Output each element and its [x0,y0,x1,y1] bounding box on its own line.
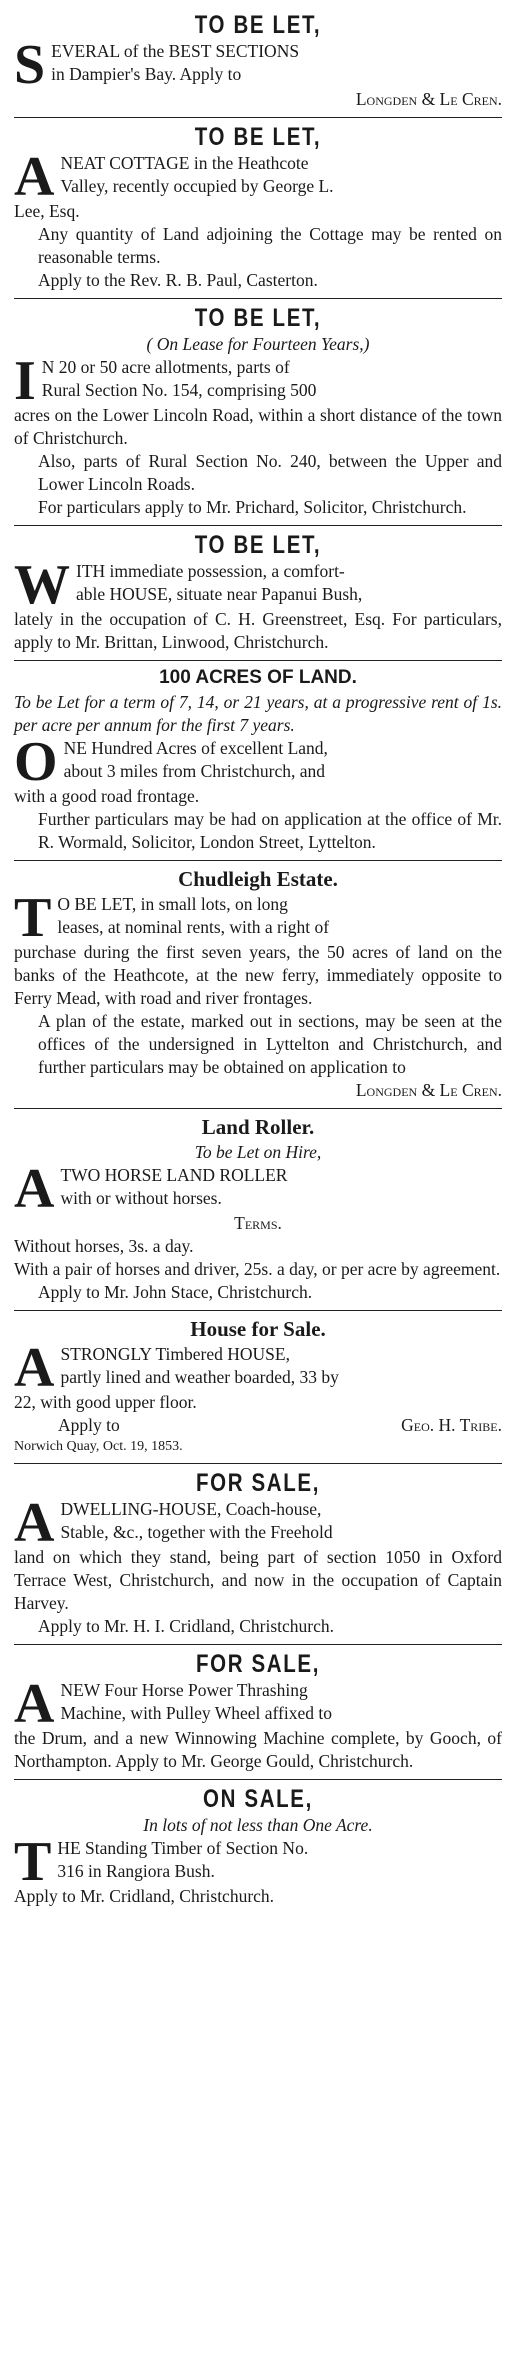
ad-line: in Dampier's Bay. Apply to [51,64,242,84]
ad-paragraph: Apply to Mr. John Stace, Christchurch. [38,1282,313,1302]
ad-subtitle: In lots of not less than One Acre. [143,1815,373,1835]
ad-paragraph: Apply to the Rev. R. B. Paul, Casterton. [38,270,318,290]
ad-line: HE Standing Timber of Section No. [57,1838,309,1858]
ad-line: with or without horses. [60,1188,222,1208]
ad-paragraph: Further particulars may be had on application at the office of Mr. R. Wormald, Solicitor, London Street, Lyttelton. [38,809,502,852]
drop-cap: O [14,731,58,793]
ad-heading: TO BE LET, [194,123,322,151]
drop-cap: T [14,1831,52,1893]
ad-subtitle: ( On Lease for Fourteen Years,) [146,334,370,354]
ad-paragraph: Also, parts of Rural Section No. 240, between the Upper and Lower Lincoln Roads. [38,451,502,494]
drop-cap: S [14,34,46,96]
ad-line: 22, with good upper floor. [14,1392,197,1412]
ad-heading: 100 ACRES OF LAND. [159,667,357,688]
ad-heading: Chudleigh Estate. [178,867,338,891]
ad-line: ITH immediate possession, a comfort- [76,561,345,581]
ad-paragraph: Apply to Mr. H. I. Cridland, Christchurch. [38,1616,335,1636]
ad-signature: Longden & Le Cren. [355,1080,502,1100]
ad-heading: TO BE LET, [194,11,322,39]
drop-cap: A [14,1673,55,1735]
drop-cap: A [14,146,55,208]
drop-cap: I [14,350,36,412]
ad-line: Lee, Esq. [14,201,80,221]
ad-line: the Drum, and a new Winnowing Machine complete, by Gooch, of Northampton. Apply to Mr. George Gould, Christchurch. [14,1728,502,1771]
drop-cap: A [14,1337,55,1399]
ad-line: leases, at nominal rents, with a right of [57,917,330,937]
ad-line: STRONGLY Timbered HOUSE, [60,1344,290,1364]
ad-line: able HOUSE, situate near Papanui Bush, [76,584,363,604]
ad-line: acres on the Lower Lincoln Road, within a short distance of the town of Christchurch. [14,405,502,448]
ad-line: NEW Four Horse Power Thrashing [60,1680,308,1700]
ad-line: O BE LET, in small lots, on long [57,894,288,914]
ad-line: partly lined and weather boarded, 33 by [60,1367,339,1387]
ad-line: TWO HORSE LAND ROLLER [60,1165,288,1185]
ad-line: Rural Section No. 154, comprising 500 [41,380,317,400]
ad-line: DWELLING-HOUSE, Coach-house, [60,1499,322,1519]
ad-paragraph: For particulars apply to Mr. Prichard, Solicitor, Christchurch. [38,497,467,517]
ad-line: with a good road frontage. [14,786,200,806]
ad-line: N 20 or 50 acre allotments, parts of [41,357,290,377]
ad-heading: TO BE LET, [194,531,322,559]
ad-to-let-house [14,526,502,661]
ad-signature: Geo. H. Tribe. [401,1415,502,1435]
ad-line: EVERAL of the BEST SECTIONS [51,41,300,61]
ad-line: NE Hundred Acres of excellent Land, [63,738,328,758]
terms-label: Terms. [234,1213,282,1233]
ad-100-acres [14,661,502,861]
ad-heading: ON SALE, [203,1785,313,1813]
drop-cap: A [14,1158,55,1220]
ad-dateline: Norwich Quay, Oct. 19, 1853. [14,1439,183,1454]
ad-subtitle: To be Let on Hire, [194,1142,322,1162]
ad-to-let-sections [14,6,502,118]
ad-line: NEAT COTTAGE in the Heathcote [60,153,309,173]
ad-line: Valley, recently occupied by George L. [60,176,334,196]
ad-house-for-sale [14,1311,502,1464]
ad-to-let-lease [14,299,502,526]
advertisement-column [14,0,502,1914]
ad-for-sale-machine [14,1645,502,1780]
drop-cap: A [14,1492,55,1554]
ad-line: Apply to Mr. Cridland, Christchurch. [14,1886,275,1906]
ad-line: Machine, with Pulley Wheel affixed to [60,1703,332,1723]
drop-cap: T [14,887,52,949]
ad-paragraph: A plan of the estate, marked out in sections, may be seen at the offices of the undersigned in Lyttelton and Christchurch, and further particulars may be obtained on application to [38,1011,502,1077]
ad-heading: Land Roller. [201,1115,315,1139]
drop-cap: W [14,554,70,616]
ad-heading: FOR SALE, [195,1650,321,1678]
apply-row [14,1414,502,1437]
ad-to-let-cottage [14,118,502,299]
ad-heading: FOR SALE, [195,1469,321,1497]
ad-heading: House for Sale. [190,1317,326,1341]
ad-line: lately in the occupation of C. H. Greenstreet, Esq. For particulars, apply to Mr. Brittan, Linwood, Christchurch. [14,609,502,652]
ad-subtitle: To be Let for a term of 7, 14, or 21 years, at a progressive rent of 1s. per acre per annum for the first 7 years. [14,692,502,735]
ad-line: 316 in Rangiora Bush. [57,1861,215,1881]
ad-for-sale-dwelling [14,1464,502,1645]
ad-signature: Longden & Le Cren. [355,89,502,109]
ad-paragraph: Any quantity of Land adjoining the Cottage may be rented on reasonable terms. [38,224,502,267]
ad-paragraph: Without horses, 3s. a day. [14,1236,194,1256]
ad-line: about 3 miles from Christchurch, and [63,761,326,781]
ad-line: purchase during the first seven years, the 50 acres of land on the banks of the Heathcote, at the new ferry, immediately opposite to Ferry Mead, with road and river frontages. [14,942,502,1008]
ad-line: land on which they stand, being part of section 1050 in Oxford Terrace West, Christchurch, and now in the occupation of Captain Harvey. [14,1547,502,1613]
ad-paragraph: With a pair of horses and driver, 25s. a day, or per acre by agreement. [14,1259,501,1279]
ad-heading: TO BE LET, [194,304,322,332]
ad-line: Stable, &c., together with the Freehold [60,1522,333,1542]
ad-chudleigh-estate [14,861,502,1109]
apply-label: Apply to [58,1415,120,1435]
ad-on-sale-timber [14,1780,502,1914]
ad-land-roller [14,1109,502,1311]
